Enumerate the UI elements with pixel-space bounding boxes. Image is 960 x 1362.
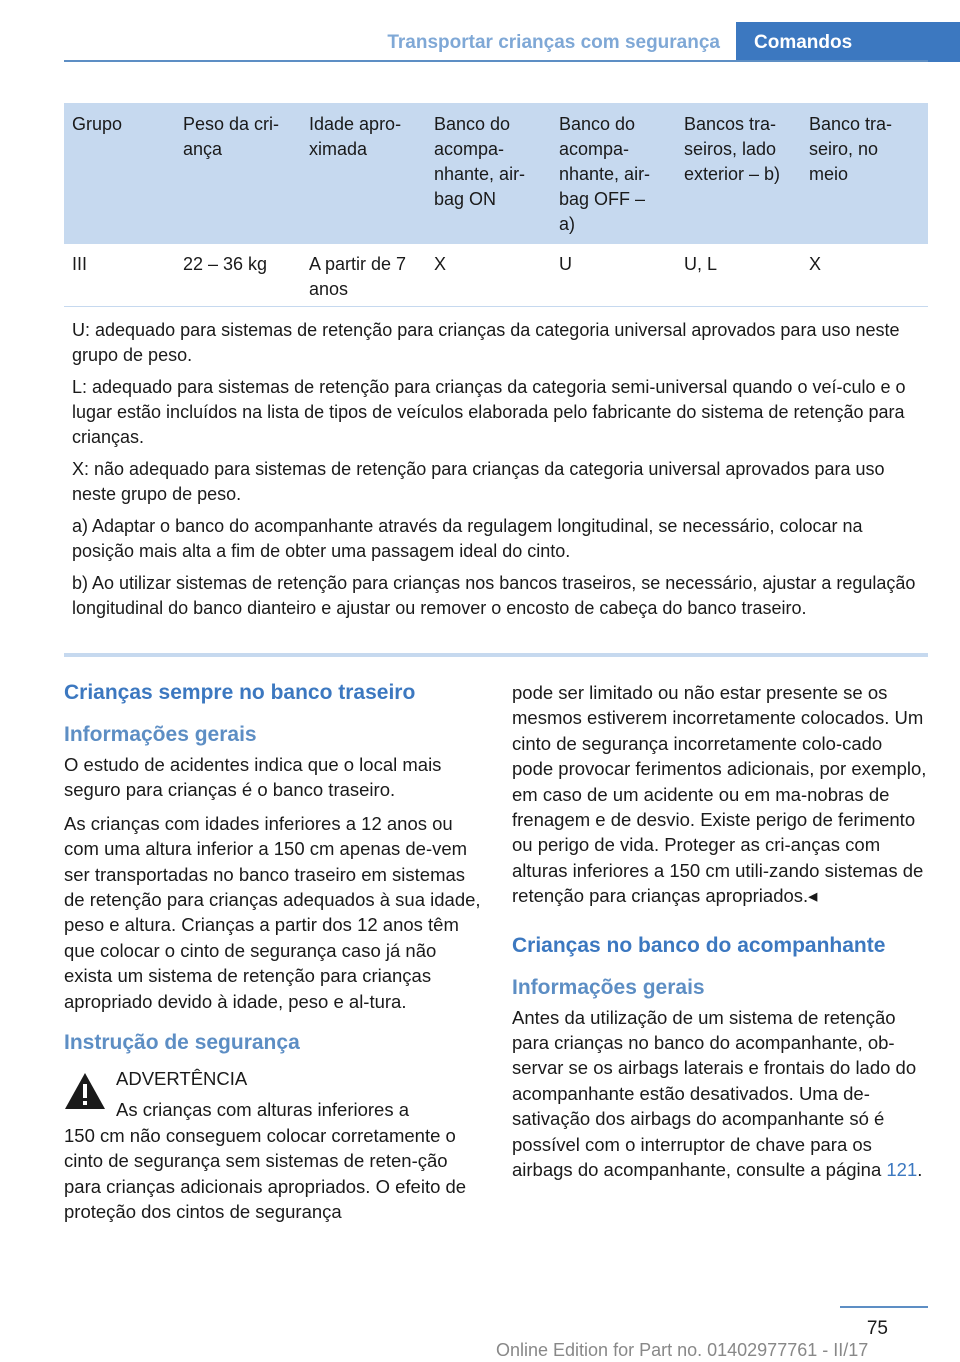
right-column [512,680,928,1191]
note-x: X: não adequado para sistemas de retenção para crianças da categoria universal aprovados para uso neste grupo de peso. [72,459,885,504]
table-cell: X [809,254,822,274]
paragraph-text: Antes da utilização de um sistema de retenção para crianças no banco do acompanhante, ob-servar se os airbags laterais e frontais do lado do acompanhante estão desativados. Uma de-sativação dos airbags do acompanhante só é possível com o interruptor de chave para os airbags do acompanhante, consulte a página [512,1006,917,1181]
table-cell: U [559,254,572,274]
warning-block [64,1066,484,1224]
warning-text: 150 cm não conseguem colocar corretamente o cinto de segurança sem sistemas de reten-ção para crianças adicionais apropriados. O efeito de proteção dos cintos de segurança [64,1124,467,1223]
table-cell: U, L [684,254,718,274]
warning-text-line1: As crianças com alturas inferiores a [116,1099,410,1121]
paragraph: As crianças com idades inferiores a 12 anos ou com uma altura inferior a 150 cm apenas de-vem ser transportadas no banco traseiro em sistemas de retenção para crianças adequados à sua idade, peso e altura. Crianças a partir dos 12 anos têm que colocar o cinto de segurança caso já não exista um sistema de retenção para crianças apropriado devido à idade, peso e al-tura. [64,812,481,1012]
page-number: 75 [866,1318,888,1339]
table-header-cell: Peso da cri-ança [183,114,280,159]
table-header-cell: Bancos tra-seiros, lado exterior – b) [684,114,781,184]
table-header-cell: Grupo [72,114,123,134]
left-column [64,678,484,1225]
note-a: a) Adaptar o banco do acompanhante através da regulagem longitudinal, se necessário, colocar na posição mais alta a fim de obter uma passagem ideal do cinto. [72,516,863,561]
header-tab-label: Comandos [754,32,853,53]
table-header-cell: Banco do acompa-nhante, air-bag OFF – a) [559,114,651,234]
table-row [64,244,928,307]
table-header-row [64,103,928,244]
header-rule [64,60,928,62]
subsection-heading: Informações gerais [64,723,257,746]
table-cell: A partir de 7 anos [309,254,407,299]
table-cell: III [72,254,88,274]
warning-title: ADVERTÊNCIA [116,1068,248,1090]
note-u: U: adequado para sistemas de retenção para crianças da categoria universal aprovados para uso neste grupo de peso. [72,320,900,365]
edition-footer: Online Edition for Part no. 01402977761 - II/17 [496,1340,869,1360]
warning-triangle-icon [64,1072,106,1110]
subsection-heading-safety: Instrução de segurança [64,1031,300,1055]
header-section-title: Transportar crianças com segurança [387,32,720,53]
header-tab-comandos[interactable] [736,22,960,62]
table-notes [72,318,922,628]
page-number-rule [840,1306,928,1308]
subsection-heading: Informações gerais [512,975,705,999]
note-b: b) Ao utilizar sistemas de retenção para crianças nos bancos traseiros, se necessário, ajustar a regulação longitudinal do banco dianteiro e ajustar ou remover o encosto de cabeça do banco traseiro. [72,573,916,618]
table-cell: 22 – 36 kg [183,254,268,274]
paragraph [512,1005,928,1183]
table-header-cell: Idade apro-ximada [309,114,402,159]
table-header-cell: Banco tra-seiro, no meio [809,114,893,184]
section-heading: Crianças sempre no banco traseiro [64,681,416,704]
table-header-cell: Banco do acompa-nhante, air-bag ON [434,114,526,209]
table-cell: X [434,254,447,274]
page-link[interactable]: 121 [886,1159,918,1181]
paragraph: O estudo de acidentes indica que o local mais seguro para crianças é o banco traseiro. [64,754,442,801]
paragraph-continued: pode ser limitado ou não estar presente se os mesmos estiverem incorretamente colocados. Um cinto de segurança incorretamente colo-cado pode provocar ferimentos adicionais, por exemplo, em caso de um acidente ou em ma-nobras de frenagem e de desvio. Existe perigo de ferimento ou perigo de vida. Proteger as cri-anças com alturas inferiores a 150 cm utili-zando sistemas de retenção para crianças apropriados.◂ [512,682,927,907]
child-seat-table [64,103,928,307]
note-l: L: adequado para sistemas de retenção para crianças da categoria semi-universal quando o veí-culo e o lugar estão incluídos na lista de tipos de veículos elaborada pelo fabricante do sistema de retenção para crianças. [72,377,906,447]
table-bottom-rule [64,653,928,657]
paragraph-end: . [917,1159,923,1181]
section-heading: Crianças no banco do acompanhante [512,933,886,957]
